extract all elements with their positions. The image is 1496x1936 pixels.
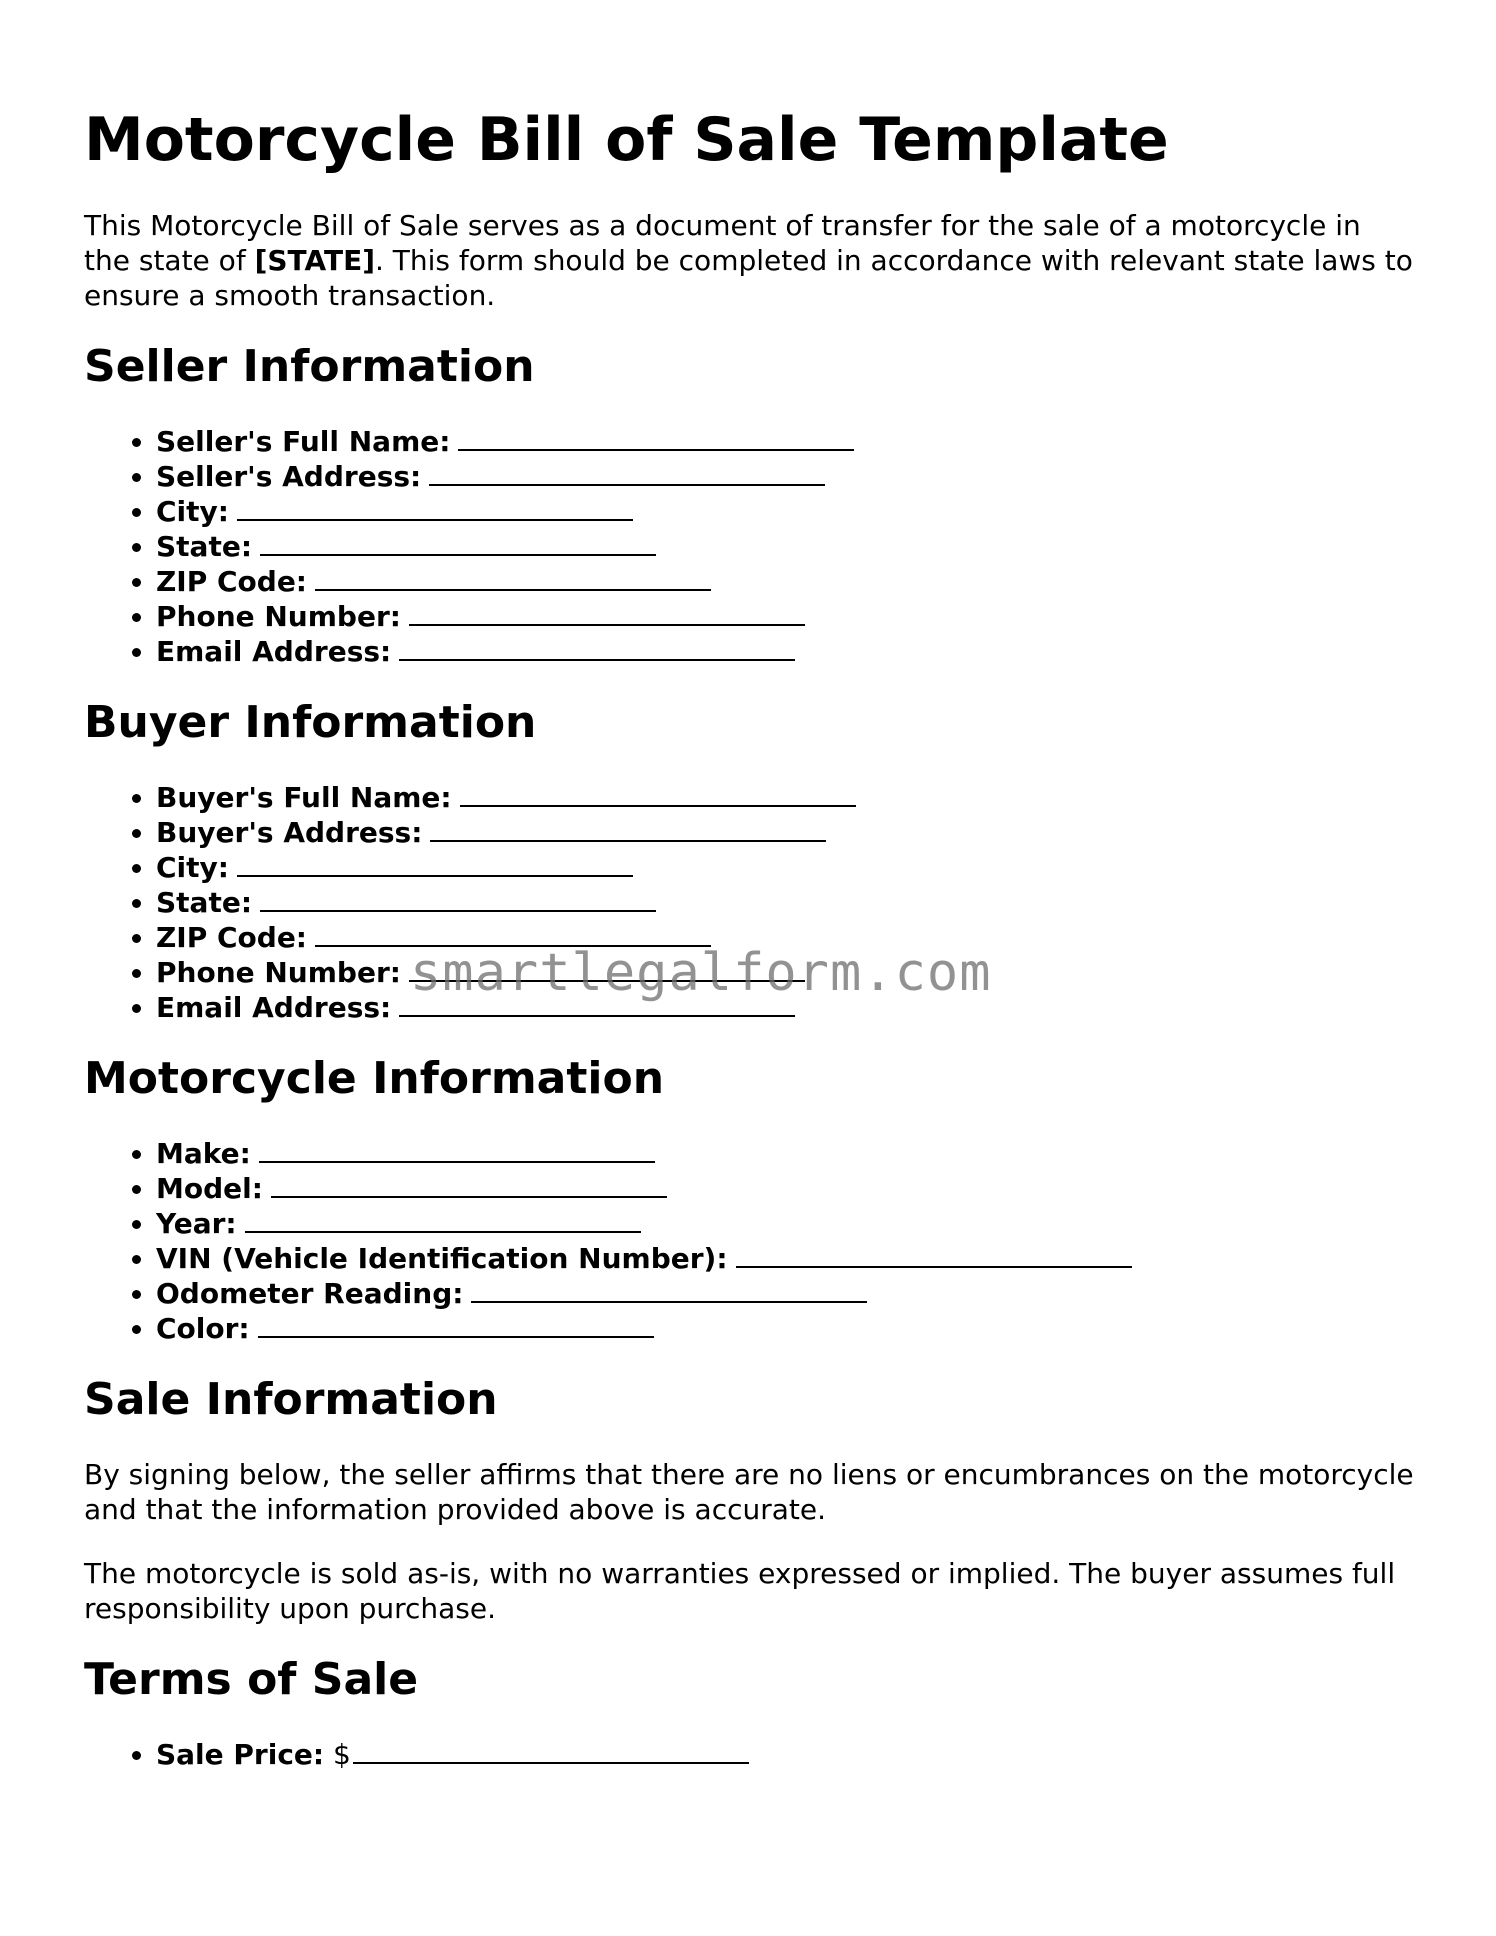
- document-page: [84, 0, 1414, 1772]
- field-label: Make:: [156, 1137, 251, 1170]
- buyer-city-blank[interactable]: [237, 851, 633, 877]
- field-label: Phone Number:: [156, 600, 401, 633]
- field-label: State:: [156, 530, 253, 563]
- page-title: Motorcycle Bill of Sale Template: [84, 105, 1169, 175]
- sale-price-field: [156, 1737, 1414, 1772]
- buyer-address-field: [156, 815, 1414, 850]
- year-blank[interactable]: [245, 1207, 641, 1233]
- terms-heading: Terms of Sale: [84, 1654, 419, 1705]
- field-label: Buyer's Address:: [156, 816, 423, 849]
- intro-paragraph: [84, 208, 1414, 313]
- intro-text-before: This Motorcycle Bill of Sale serves as a document of transfer for the sale of a motorcycle in the state of: [84, 209, 1361, 277]
- odometer-blank[interactable]: [471, 1277, 867, 1303]
- seller-email-field: [156, 634, 1414, 669]
- seller-field-list: [84, 424, 1414, 669]
- field-label: City:: [156, 495, 229, 528]
- sale-price-blank[interactable]: [353, 1738, 749, 1764]
- intro-text-after: . This form should be completed in accordance with relevant state laws to ensure a smooth transaction.: [84, 244, 1413, 312]
- seller-address-blank[interactable]: [429, 460, 825, 486]
- motorcycle-field-list: [84, 1136, 1414, 1346]
- seller-zip-blank[interactable]: [315, 565, 711, 591]
- seller-heading: Seller Information: [84, 341, 535, 392]
- color-field: [156, 1311, 1414, 1346]
- terms-field-list: [84, 1737, 1414, 1772]
- field-label: City:: [156, 851, 229, 884]
- seller-city-blank[interactable]: [237, 495, 633, 521]
- seller-city-field: [156, 494, 1414, 529]
- vin-field: [156, 1241, 1414, 1276]
- field-label: Seller's Address:: [156, 460, 422, 493]
- field-label: Email Address:: [156, 991, 392, 1024]
- year-field: [156, 1206, 1414, 1241]
- odometer-field: [156, 1276, 1414, 1311]
- field-label: ZIP Code:: [156, 921, 308, 954]
- field-label: Email Address:: [156, 635, 392, 668]
- buyer-state-field: [156, 885, 1414, 920]
- seller-email-blank[interactable]: [399, 635, 795, 661]
- make-field: [156, 1136, 1414, 1171]
- buyer-full-name-blank[interactable]: [460, 781, 856, 807]
- seller-phone-field: [156, 599, 1414, 634]
- field-label: State:: [156, 886, 253, 919]
- buyer-city-field: [156, 850, 1414, 885]
- sale-paragraph-liens: By signing below, the seller affirms that there are no liens or encumbrances on the motorcycle and that the information provided above is accurate.: [84, 1458, 1414, 1526]
- field-label: Model:: [156, 1172, 263, 1205]
- motorcycle-heading: Motorcycle Information: [84, 1053, 665, 1104]
- field-label: Odometer Reading:: [156, 1277, 464, 1310]
- field-label: Year:: [156, 1207, 237, 1240]
- buyer-state-blank[interactable]: [260, 886, 656, 912]
- field-label: Seller's Full Name:: [156, 425, 451, 458]
- seller-state-field: [156, 529, 1414, 564]
- sale-heading: Sale Information: [84, 1374, 498, 1425]
- buyer-full-name-field: [156, 780, 1414, 815]
- field-label: Sale Price:: [156, 1738, 325, 1771]
- buyer-address-blank[interactable]: [430, 816, 826, 842]
- vin-blank[interactable]: [736, 1242, 1132, 1268]
- field-label: Buyer's Full Name:: [156, 781, 452, 814]
- field-label: VIN (Vehicle Identification Number):: [156, 1242, 728, 1275]
- model-blank[interactable]: [271, 1172, 667, 1198]
- color-blank[interactable]: [258, 1312, 654, 1338]
- field-label: ZIP Code:: [156, 565, 308, 598]
- watermark: smartlegalform.com: [410, 943, 992, 1003]
- make-blank[interactable]: [259, 1137, 655, 1163]
- sale-paragraph-as-is: The motorcycle is sold as-is, with no warranties expressed or implied. The buyer assumes full responsibility upon purchase.: [84, 1557, 1396, 1625]
- seller-state-blank[interactable]: [260, 530, 656, 556]
- seller-zip-field: [156, 564, 1414, 599]
- currency-symbol: $: [333, 1738, 351, 1771]
- field-label: Color:: [156, 1312, 250, 1345]
- seller-phone-blank[interactable]: [409, 600, 805, 626]
- seller-full-name-blank[interactable]: [458, 425, 854, 451]
- model-field: [156, 1171, 1414, 1206]
- state-placeholder: [STATE]: [254, 244, 375, 277]
- field-label: Phone Number:: [156, 956, 401, 989]
- buyer-heading: Buyer Information: [84, 697, 537, 748]
- seller-address-field: [156, 459, 1414, 494]
- seller-full-name-field: [156, 424, 1414, 459]
